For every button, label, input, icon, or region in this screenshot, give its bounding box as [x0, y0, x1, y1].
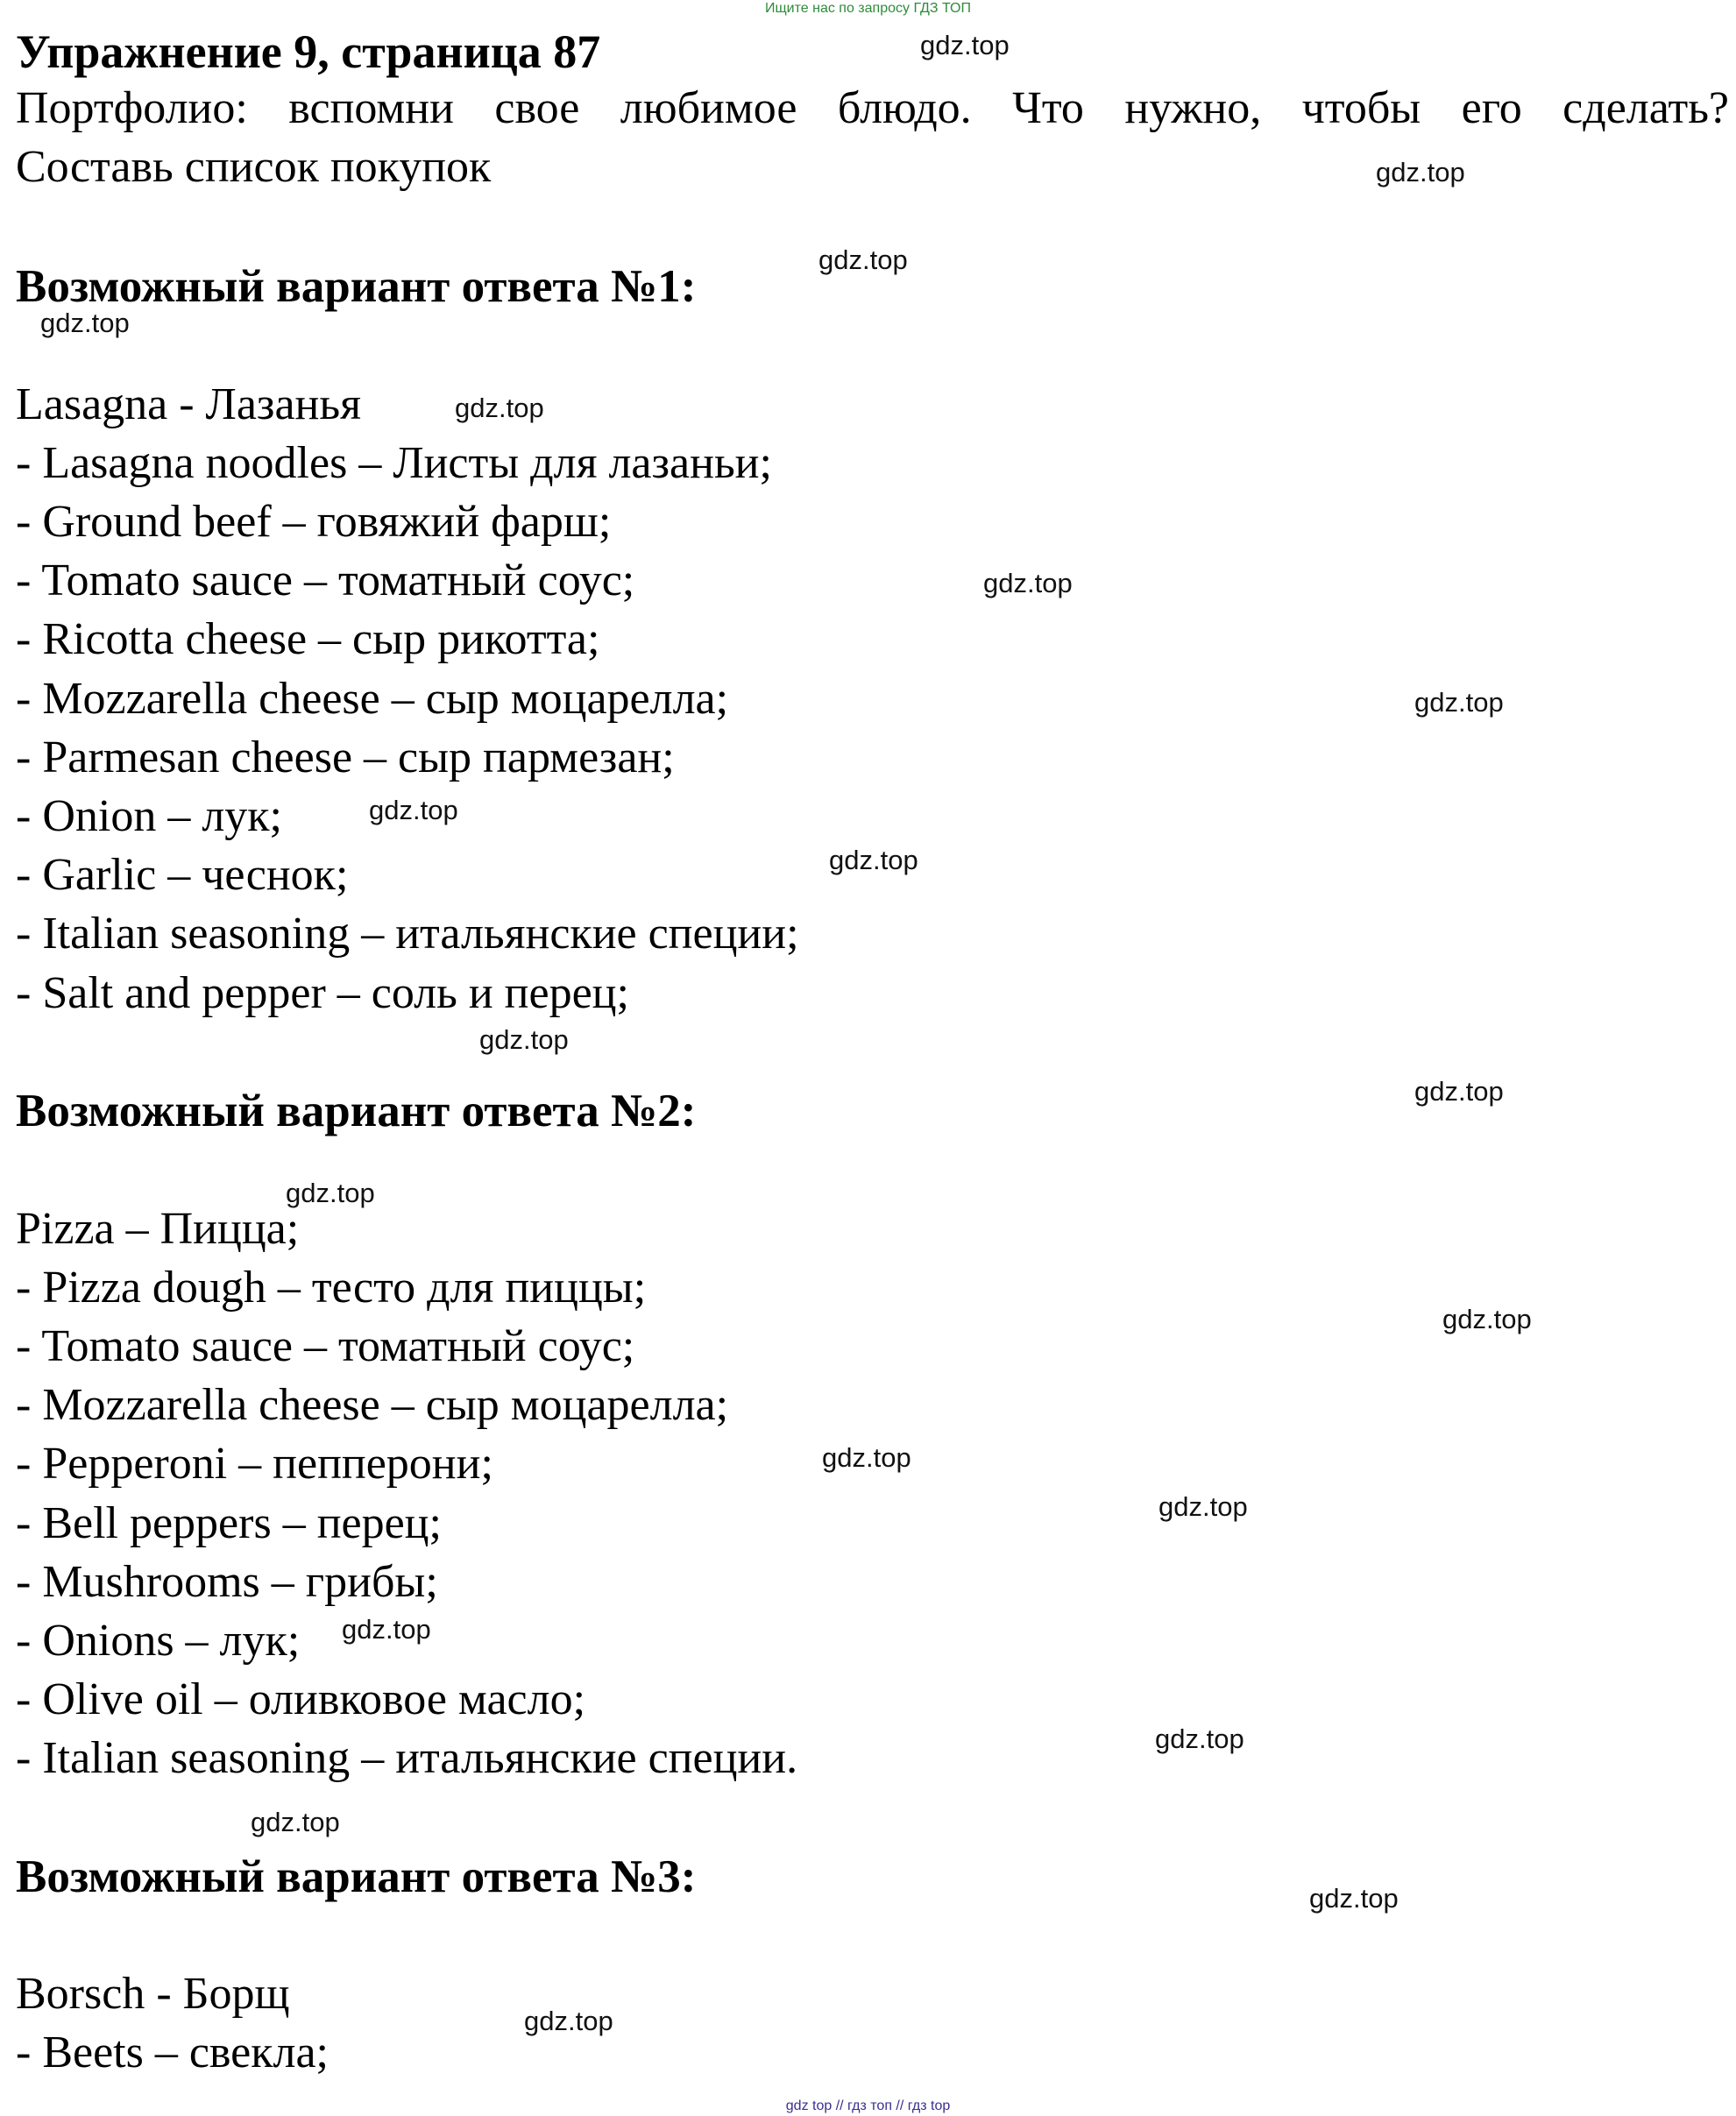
watermark: gdz.top: [1414, 687, 1504, 718]
answer-1-dish: Lasagna - Лазанья: [16, 379, 361, 429]
answer-2-item: - Mozzarella cheese – сыр моцарелла;: [16, 1380, 729, 1430]
answer-1-item: - Onion – лук;: [16, 791, 282, 841]
answer-2-item: - Pepperoni – пепперони;: [16, 1439, 493, 1489]
watermark: gdz.top: [455, 393, 544, 423]
answer-1-item: - Mozzarella cheese – сыр моцарелла;: [16, 674, 729, 724]
answer-1-item: - Garlic – чеснок;: [16, 850, 349, 900]
watermark: gdz.top: [1414, 1076, 1504, 1107]
answer-1-item: - Ricotta cheese – сыр рикотта;: [16, 614, 600, 664]
answer-1-item: - Italian seasoning – итальянские специи;: [16, 909, 799, 959]
answer-2-item: - Italian seasoning – итальянские специи.: [16, 1733, 798, 1783]
answer-1-item: - Ground beef – говяжий фарш;: [16, 497, 612, 547]
answer-2-dish: Pizza – Пицца;: [16, 1204, 300, 1254]
top-promo-note: Ищите нас по запросу ГДЗ ТОП: [765, 1, 971, 16]
watermark: gdz.top: [369, 795, 458, 825]
watermark: gdz.top: [40, 308, 130, 338]
answer-3-item: - Beets – свекла;: [16, 2028, 329, 2077]
watermark: gdz.top: [829, 845, 918, 875]
watermark: gdz.top: [251, 1807, 340, 1837]
footer-note: gdz top // гдз топ // гдз top: [785, 2098, 951, 2113]
answer-2-item: - Onions – лук;: [16, 1616, 301, 1666]
answer-2-item: - Pizza dough – тесто для пиццы;: [16, 1263, 647, 1313]
answer-1-item: - Parmesan cheese – сыр пармезан;: [16, 732, 675, 782]
answer-2-item: - Tomato sauce – томатный соус;: [16, 1321, 635, 1371]
task-text-line-2: Составь список покупок: [16, 142, 492, 192]
watermark: gdz.top: [1442, 1304, 1532, 1334]
answer-1-item: - Tomato sauce – томатный соус;: [16, 556, 635, 605]
watermark: gdz.top: [920, 30, 1010, 60]
watermark: gdz.top: [822, 1442, 911, 1473]
watermark: gdz.top: [286, 1178, 375, 1208]
answer-2-item: - Bell peppers – перец;: [16, 1498, 442, 1548]
answer-2-item: - Mushrooms – грибы;: [16, 1557, 438, 1607]
watermark: gdz.top: [479, 1024, 569, 1055]
watermark: gdz.top: [1159, 1491, 1248, 1522]
task-text-line-1: Портфолио: вспомни свое любимое блюдо. Что нужно, чтобы его сделать?: [16, 83, 1729, 133]
answer-1-item: - Lasagna noodles – Листы для лазаньи;: [16, 438, 772, 488]
watermark: gdz.top: [342, 1614, 431, 1645]
answer-1-heading: Возможный вариант ответа №1:: [16, 261, 697, 312]
watermark: gdz.top: [1155, 1723, 1244, 1754]
answer-1-item: - Salt and pepper – соль и перец;: [16, 968, 629, 1018]
answer-3-dish: Borsch - Борщ: [16, 1969, 290, 2019]
watermark: gdz.top: [524, 2006, 613, 2036]
page-title: Упражнение 9, страница 87: [16, 25, 601, 78]
watermark: gdz.top: [1309, 1883, 1399, 1914]
answer-2-heading: Возможный вариант ответа №2:: [16, 1086, 697, 1136]
watermark: gdz.top: [983, 568, 1073, 598]
watermark: gdz.top: [1376, 157, 1465, 188]
answer-2-item: - Olive oil – оливковое масло;: [16, 1674, 586, 1724]
answer-3-heading: Возможный вариант ответа №3:: [16, 1851, 697, 1902]
watermark: gdz.top: [818, 244, 908, 275]
